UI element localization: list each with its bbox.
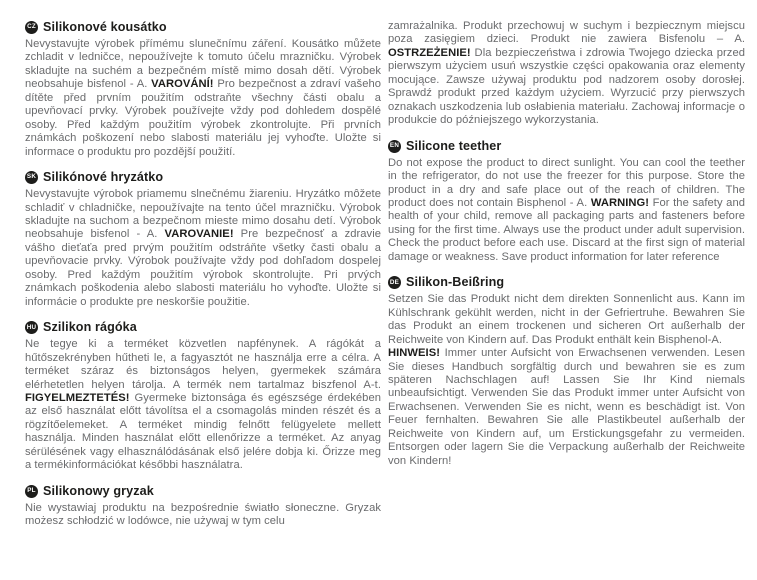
language-badge-sk: SK [25,171,38,184]
section-en-title: Silicone teether [406,138,502,153]
section-hu-title: Szilikon rágóka [43,320,137,335]
section-de-heading [388,275,745,290]
section-cz-body: Nevystavujte výrobek přímému slunečnímu záření. Kousátko můžete zchladit v ledničce, nepoužívejte k tomuto účelu mrazničku. Výrobek skladujte na suchém a bezpečném místě mimo dosah dětí. Výrobek neobsahuje bisfenol - A. VAROVÁNÍ! Pro bezpečnost a zdraví vašeho dítěte před prvním použitím odstraňte všechny části obalu a upevňovací prvky. Výrobek používejte vždy pod dohledem dospělé osoby. Před každým použitím výrobek zkontrolujte. Při prvních známkách poškození nebo slabosti materiálu jej vyhoďte. Uložte si informace o produktu pro pozdější použití. [25,38,382,158]
section-pl-body: Nie wystawiaj produktu na bezpośrednie światło słoneczne. Gryzak możesz schłodzić w lodówce, nie używaj w tym celu [25,501,381,528]
section-pl-body-continued: zamrażalnika. Produkt przechowuj w suchym i bezpiecznym miejscu poza zasięgiem dzieci. Produkt nie zawiera Bisfenolu – A. OSTRZEŻENIE! Dla bezpieczeństwa i zdrowia Twojego dziecka przed pierwszym użyciem usuń wszystkie części opakowania oraz elementy mocujące. Zawsze używaj produktu pod nadzorem osoby dorosłej. Sprawdź produkt przed każdym użyciem. Wyrzucić przy pierwszych oznakach uszkodzenia lub osłabienia materiału. Zachowaj informacje o produkcie do późniejszego wykorzystania. [388,20,745,127]
section-de-body-paragraph-2: HINWEIS! Immer unter Aufsicht von Erwachsenen verwenden. Lesen Sie dieses Handbuch sorgfältig durch und bewahren sie es zum späteren Nachschlagen auf! Lassen Sie Ihr Kind niemals unbeaufsichtigt. Verwenden Sie das Produkt immer unter Aufsicht von Erwachsenen. Verwenden Sie es nicht, wenn es beschädigt ist. Von Feuer fernhalten. Bewahren Sie alle Plastikbeutel außerhalb der Reichweite von Kindern auf, um Erstickungsgefahr zu vermeiden. Entsorgen oder lagern Sie die Verpackung außerhalb der Reichweite von Kindern! [388,347,745,467]
section-cz-heading [25,20,381,35]
section-cz-title: Silikonové kousátko [43,20,167,34]
right-column [388,20,745,540]
section-de-body-paragraph-1: Setzen Sie das Produkt nicht dem direkten Sonnenlicht aus. Kann im Kühlschrank gekühlt werden, nicht in der Gefriertruhe. Bewahren Sie das Produkt an einem trockenen und sicheren Ort außerhalb der Reichweite von Kindern auf. Das Produkt enthält kein Bisphenol-A. [388,293,745,346]
section-de [388,275,745,468]
section-sk-title: Silikónové hryzátko [43,170,164,185]
section-pl [25,484,381,529]
left-column [25,20,381,540]
section-de-title: Silikon-Beißring [406,275,505,290]
language-badge-hu: HU [25,321,38,334]
section-en [388,139,745,265]
language-badge-de: DE [388,276,401,289]
section-sk-body: Nevystavujte výrobok priamemu slnečnému žiareniu. Hryzátko môžete schladiť v chladničke, nepoužívajte na tento účel mrazničku. Výrobok skladujte na suchom a bezpečnom mieste mimo dosahu detí. Výrobok neobsahuje bisfenol - A. VAROVANIE! Pre bezpečnosť a zdravie vášho dieťaťa pred prvým použitím odstráňte všetky časti obalu a upevňovacie prvky. Výrobok používajte vždy pod dohľadom dospelej osoby. Pred každým použitím výrobok skontrolujte. Pri prvých známkach poškodenia alebo slabosti materiálu ho vyhoďte. Uložte si informácie o produkte pre neskoršie použitie. [25,188,382,308]
section-en-heading [388,139,745,154]
section-sk-heading [25,170,381,185]
section-pl-heading [25,484,381,499]
section-hu [25,320,381,473]
section-en-body: Do not expose the product to direct sunlight. You can cool the teether in the refrigerator, do not use the freezer for this purpose. Store the product in a dry and safe place out of the reach of children. The product does not contain Bisphenol - A. WARNING! For the safety and health of your child, remove all packaging parts and fasteners before using for the first time. Always use the product under adult supervision. Check the product before each use. Discard at the first sign of material damage or weakness. Save product information for later reference [388,156,745,263]
language-badge-cz: CZ [25,21,38,34]
language-badge-en: EN [388,140,401,153]
section-pl-continued [388,20,745,128]
section-sk [25,170,381,309]
section-cz [25,20,381,159]
section-hu-heading [25,320,381,335]
two-column-layout [25,20,745,540]
section-pl-title: Silikonowy gryzak [43,483,154,498]
section-hu-body: Ne tegye ki a terméket közvetlen napfénynek. A rágókát a hűtőszekrényben hűtheti le, a fagyasztót ne használja erre a célra. A terméket száraz és biztonságos helyen, gyermekek számára elérhetetlen helyen tárolja. A termék nem tartalmaz biszfenol A-t. FIGYELMEZTETÉS! Gyermeke biztonsága és egészsége érdekében az első használat előtt távolítsa el a csomagolás minden részét és a rögzítőelemeket. A terméket mindig felnőtt felügyelete mellett használja. Minden használat előtt ellenőrizze a terméket. Az anyag sérülésének vagy elhasználódásának első jelére dobja ki. Őrizze meg a termékinformációkat későbbi használatra. [25,338,381,472]
language-badge-pl: PL [25,485,38,498]
